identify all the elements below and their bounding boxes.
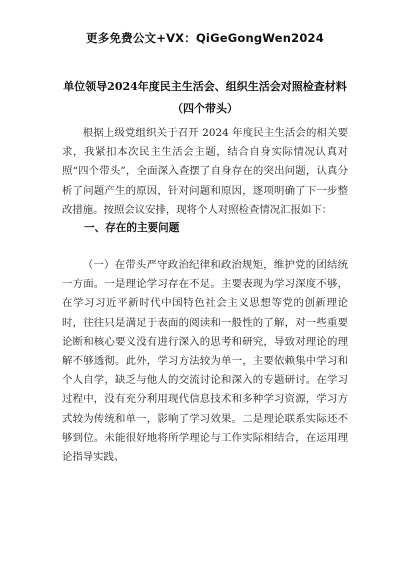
document-title — [56, 76, 354, 120]
document-title-line2: （四个带头） — [172, 102, 238, 115]
intro-paragraph: 根据上级党组织关于召开 2024 年度民主生活会的相关要求，我紧扣本次民主生活会主题，结合自身实际情况认真对照“四个带头”，全面深入查摆了自身存在的突出问题，认真分析了问题产生的原因，针对问题和原因，逐项明确了下一步整改措施。按照会议安排，现将个人对照检查情况汇报如下： — [62, 127, 348, 216]
section-heading: 一、存在的主要问题 — [84, 222, 180, 234]
header-banner: 更多免费公文+VX：QiGeGongWen2024 — [86, 31, 324, 45]
subsection-paragraph: （一）在带头严守政治纪律和政治规矩，维护党的团结统一方面。一是理论学习存在不足。主要表现为学习深度不够，在学习习近平新时代中国特色社会主义思想等党的创新理论时，往往只是满足于表面的阅读和一般性的了解，对一些重要论断和核心要义没有进行深入的思考和研究，导致对理论的理解不够透彻。此外，学习方法较为单一，主要依赖集中学习和个人自学，缺乏与他人的交流讨论和深入的专题研讨。在学习过程中，没有充分利用现代信息技术和多种学习资源，学习方式较为传统和单一，影响了学习效果。二是理论联系实际还不够到位。未能很好地将所学理论与工作实际相结合，在运用理论指导实践、 — [62, 259, 348, 464]
document-title-line1: 单位领导2024年度民主生活会、组织生活会对照检查材料 — [63, 80, 347, 93]
